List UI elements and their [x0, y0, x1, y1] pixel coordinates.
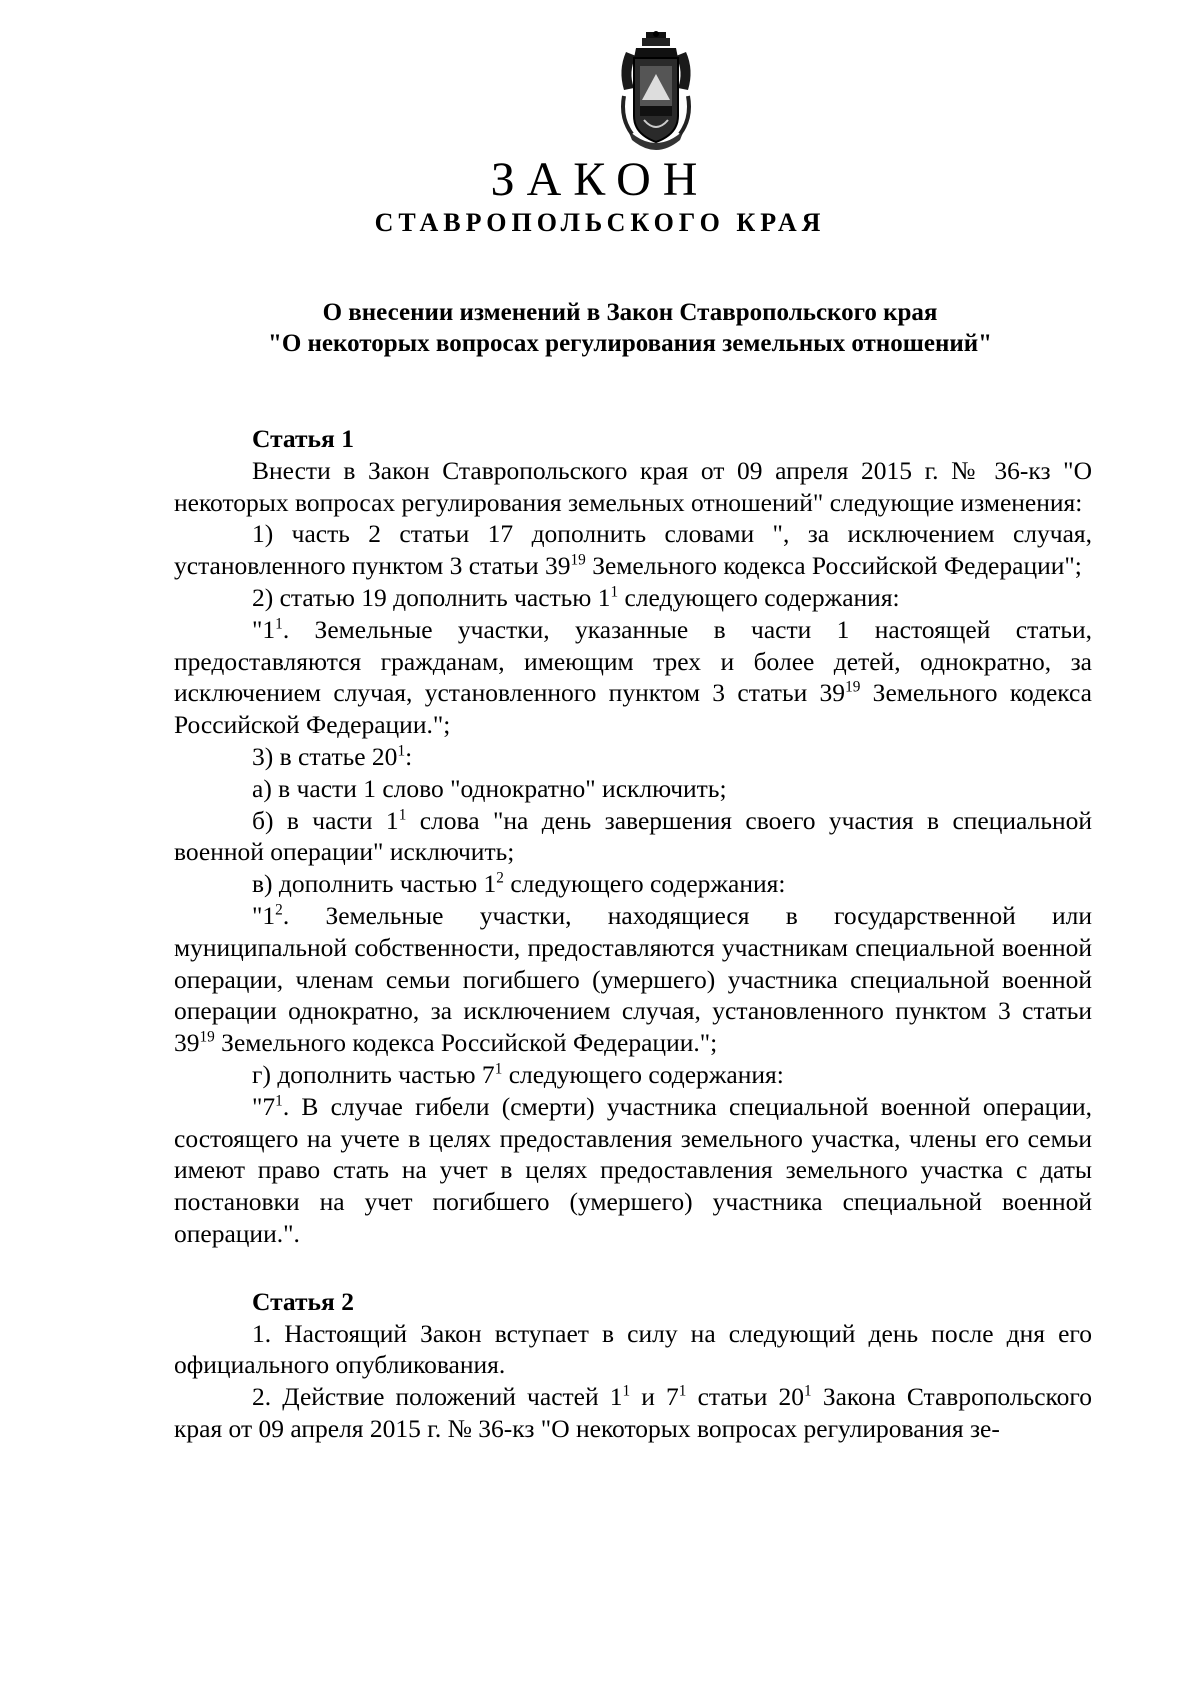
article-2-title: Статья 2	[252, 1286, 354, 1316]
article-1-item-1: 1) часть 2 статьи 17 дополнить словами ", за исключением случая, установленного пунктом 3 статьи $39^{19}$ Земельного кодекса Российской Федерации";	[174, 519, 1092, 581]
article-1-item-3: 3) в статье $20^1$:	[252, 741, 413, 771]
article-1-quote-2: "$1^2$. Земельные участки, находящиеся в государственной или муниципальной собственности, предоставляются участникам специальной военной операции, членам семьи погибшего (умершего) участника специальной военной операции однократно, за исключением случая, установленного пунктом 3 статьи $39^{19}$ Земельного кодекса Российской Федерации.";	[174, 900, 1092, 1058]
document-heading	[180, 297, 1080, 359]
article-1-sub-g: г) дополнить частью $7^1$ следующего содержания:	[252, 1059, 784, 1089]
law-subtitle: СТАВРОПОЛЬСКОГО КРАЯ	[374, 208, 826, 237]
heading-line-2: "О некоторых вопросах регулирования земельных отношений"	[267, 330, 993, 357]
document-body	[174, 423, 1092, 1445]
heading-line-1: О внесении изменений в Закон Ставропольского края	[322, 299, 938, 326]
article-1-intro: Внести в Закон Ставропольского края от 09 апреля 2015 г. № 36-кз "О некоторых вопросах регулирования земельных отношений" следующие изменения:	[174, 455, 1092, 517]
article-2-paragraph-1: 1. Настоящий Закон вступает в силу на следующий день после дня его официального опубликования.	[174, 1318, 1092, 1380]
coat-of-arms-emblem	[618, 30, 694, 154]
article-1-quote-1: "$1^1$. Земельные участки, указанные в части 1 настоящей статьи, предоставляются гражданам, имеющим трех и более детей, однократно, за исключением случая, установленного пунктом 3 статьи $39^{19}$ Земельного кодекса Российской Федерации.";	[174, 614, 1092, 740]
article-2-paragraph-2: 2. Действие положений частей $1^1$ и $7^1$ статьи $20^1$ Закона Ставропольского края от 09 апреля 2015 г. № 36-кз "О некоторых вопросах регулирования зе-	[174, 1382, 1092, 1443]
article-1-quote-3: "$7^1$. В случае гибели (смерти) участника специальной военной операции, состоящего на учете в целях предоставления земельного участка, члены его семьи имеют право стать на учет в целях предоставления земельного участка с даты постановки на учет погибшего (умершего) участника специальной военной операции.".	[174, 1091, 1092, 1248]
article-1-sub-v: в) дополнить частью $1^2$ следующего содержания:	[252, 869, 786, 899]
law-title: ЗАКОН	[490, 153, 710, 206]
article-1-item-2: 2) статью 19 дополнить частью $1^1$ следующего содержания:	[252, 582, 900, 612]
article-1-title: Статья 1	[252, 424, 354, 453]
article-1-sub-b: б) в части $1^1$ слова "на день завершения своего участия в специальной военной операции" исключить;	[174, 805, 1092, 867]
article-1-sub-a: а) в части 1 слово "однократно" исключить;	[252, 773, 727, 803]
